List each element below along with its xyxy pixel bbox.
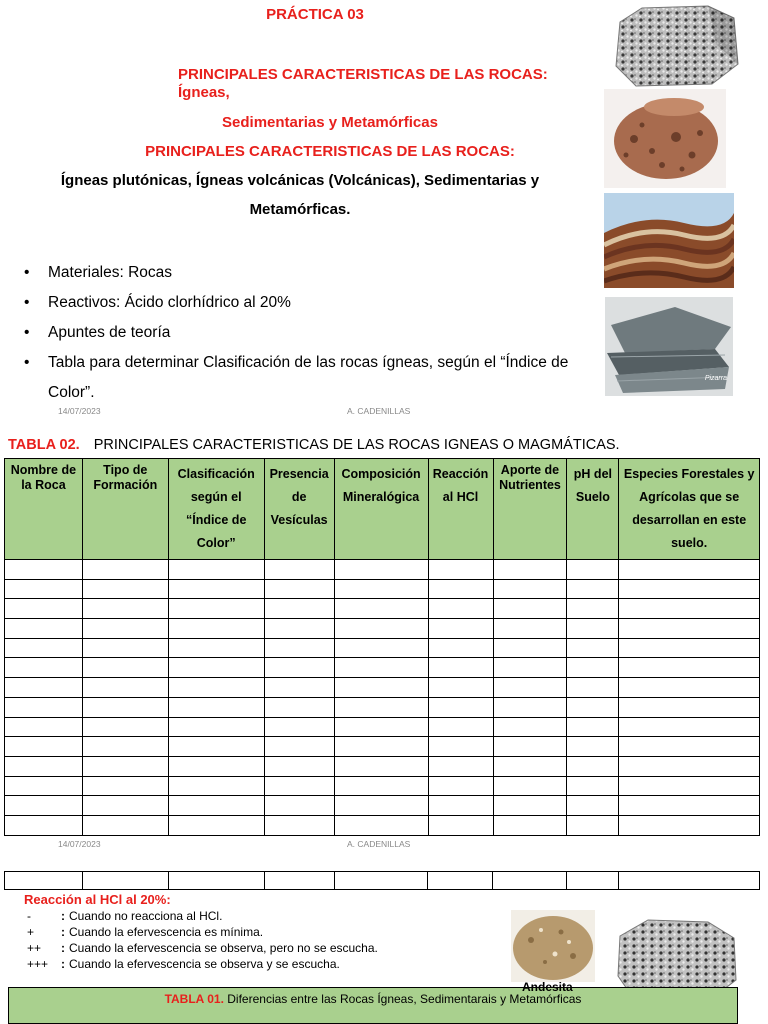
table-cell[interactable]	[264, 796, 334, 816]
table-cell[interactable]	[5, 796, 83, 816]
table-cell[interactable]	[567, 560, 619, 580]
table-cell[interactable]	[5, 619, 83, 639]
footer-author: A. CADENILLAS	[347, 839, 411, 849]
table-cell[interactable]	[5, 776, 83, 796]
table-cell[interactable]	[5, 717, 83, 737]
table-cell[interactable]	[82, 619, 168, 639]
table-cell[interactable]	[82, 756, 168, 776]
table-cell[interactable]	[82, 872, 168, 890]
table-cell[interactable]	[168, 658, 264, 678]
table-cell[interactable]	[168, 756, 264, 776]
table-cell[interactable]	[493, 619, 567, 639]
main-title-line1: PRINCIPALES CARACTERISTICAS DE LAS ROCAS:	[178, 66, 548, 83]
table-cell[interactable]	[619, 619, 760, 639]
table-cell[interactable]	[168, 678, 264, 698]
table-cell[interactable]	[264, 756, 334, 776]
table-cell[interactable]	[428, 796, 493, 816]
table-cell[interactable]	[264, 560, 334, 580]
table01-title: Diferencias entre las Rocas Ígneas, Sedimentarais y Metamórficas	[227, 992, 582, 1006]
table-cell[interactable]	[334, 599, 428, 619]
list-item: + : Cuando la efervescencia es mínima.	[27, 925, 264, 939]
table-cell[interactable]	[567, 658, 619, 678]
andesite-photo	[511, 910, 595, 982]
table-cell[interactable]	[82, 717, 168, 737]
table-cell[interactable]	[5, 560, 83, 580]
table-cell[interactable]	[5, 678, 83, 698]
table-cell[interactable]	[168, 872, 264, 890]
slate-label: Pizarra	[704, 375, 727, 382]
table-cell[interactable]	[567, 796, 619, 816]
table-cell[interactable]	[334, 678, 428, 698]
table-cell[interactable]	[567, 717, 619, 737]
col-header: Composición Mineralógica	[334, 459, 428, 560]
table-cell[interactable]	[567, 737, 619, 757]
table-cell[interactable]	[5, 599, 83, 619]
table-cell[interactable]	[493, 872, 567, 890]
table-cell[interactable]	[619, 796, 760, 816]
table-cell[interactable]	[334, 619, 428, 639]
table-row	[5, 619, 760, 639]
table-cell[interactable]	[334, 756, 428, 776]
table-cell[interactable]	[567, 599, 619, 619]
table-cell[interactable]	[493, 796, 567, 816]
table-cell[interactable]	[5, 872, 83, 890]
table-cell[interactable]	[168, 599, 264, 619]
table-cell[interactable]	[82, 658, 168, 678]
table-cell[interactable]	[5, 638, 83, 658]
list-item: • Tabla para determinar Clasificación de las rocas ígneas, según el “Índice de Color”.	[22, 348, 602, 408]
table-cell[interactable]	[168, 619, 264, 639]
table-cell[interactable]	[334, 737, 428, 757]
table-row	[5, 560, 760, 580]
table-cell[interactable]	[428, 737, 493, 757]
table-row	[5, 658, 760, 678]
table-cell[interactable]	[334, 658, 428, 678]
table-row	[5, 796, 760, 816]
subtitle: Sedimentarias y Metamórficas	[222, 114, 438, 131]
table-cell[interactable]	[264, 658, 334, 678]
table-cell[interactable]	[428, 579, 493, 599]
table-cell[interactable]	[493, 737, 567, 757]
rock-types-line1: Ígneas plutónicas, Ígneas volcánicas (Volcánicas), Sedimentarias y	[60, 172, 540, 189]
list-item: • Materiales: Rocas	[22, 258, 602, 288]
table-cell[interactable]	[567, 619, 619, 639]
table-cell[interactable]	[428, 599, 493, 619]
col-header: Reacción al HCl	[428, 459, 493, 560]
table-cell[interactable]	[264, 776, 334, 796]
table-cell[interactable]	[619, 872, 760, 890]
table-cell[interactable]	[619, 776, 760, 796]
hcl-legend	[27, 908, 378, 972]
table-cell[interactable]	[493, 776, 567, 796]
table-cell[interactable]	[493, 658, 567, 678]
footer-date: 14/07/2023	[58, 839, 101, 849]
footer-author: A. CADENILLAS	[347, 406, 411, 416]
table-cell[interactable]	[264, 638, 334, 658]
table-cell[interactable]	[5, 815, 83, 835]
table-cell[interactable]	[619, 560, 760, 580]
table-row	[5, 717, 760, 737]
main-title-repeat: PRINCIPALES CARACTERISTICAS DE LAS ROCAS:	[145, 143, 515, 160]
rock-types-line2: Metamórficas.	[249, 201, 351, 218]
pumice-photo	[604, 89, 726, 188]
table-row	[5, 872, 760, 890]
table-cell[interactable]	[619, 697, 760, 717]
table-cell[interactable]	[264, 717, 334, 737]
table-header-row	[5, 459, 760, 560]
table-row	[5, 579, 760, 599]
col-header: Especies Forestales y Agrícolas que se desarrollan en este suelo.	[619, 459, 760, 560]
table-cell[interactable]	[567, 579, 619, 599]
table-cell[interactable]	[428, 658, 493, 678]
table-cell[interactable]	[567, 776, 619, 796]
table-cell[interactable]	[619, 717, 760, 737]
table-cell[interactable]	[82, 579, 168, 599]
table-cell[interactable]	[264, 599, 334, 619]
table-row	[5, 756, 760, 776]
col-header: Tipo de Formación	[82, 459, 168, 560]
table02-heading	[8, 437, 620, 453]
table-cell[interactable]	[82, 638, 168, 658]
table-cell[interactable]	[334, 697, 428, 717]
table-cell[interactable]	[428, 697, 493, 717]
sedimentary-photo	[604, 193, 734, 288]
table-cell[interactable]	[264, 872, 334, 890]
col-header: Nombre de la Roca	[5, 459, 83, 560]
table-cell[interactable]	[168, 815, 264, 835]
table-cell[interactable]	[619, 658, 760, 678]
main-title-line2: Ígneas,	[178, 84, 230, 101]
slate-photo	[605, 297, 733, 396]
table-cell[interactable]	[428, 717, 493, 737]
table01-heading	[8, 987, 738, 1024]
table-cell[interactable]	[619, 815, 760, 835]
table02-label: TABLA 02.	[8, 437, 80, 453]
hcl-legend-title: Reacción al HCl al 20%:	[24, 892, 171, 907]
table01-label: TABLA 01.	[164, 992, 224, 1006]
col-header: Aporte de Nutrientes	[493, 459, 567, 560]
table-continuation-row	[4, 871, 760, 890]
table-cell[interactable]	[619, 579, 760, 599]
list-item: +++ : Cuando la efervescencia se observa y se escucha.	[27, 957, 340, 971]
table-cell[interactable]	[493, 815, 567, 835]
table-cell[interactable]	[428, 756, 493, 776]
granite-photo	[612, 4, 740, 88]
table-cell[interactable]	[82, 697, 168, 717]
table-cell[interactable]	[428, 815, 493, 835]
table-cell[interactable]	[264, 619, 334, 639]
table-cell[interactable]	[567, 815, 619, 835]
table-row	[5, 678, 760, 698]
col-header: pH del Suelo	[567, 459, 619, 560]
legend-text: Cuando la efervescencia es mínima.	[69, 925, 264, 939]
table-cell[interactable]	[334, 638, 428, 658]
table02-title: PRINCIPALES CARACTERISTICAS DE LAS ROCAS IGNEAS O MAGMÁTICAS.	[93, 437, 620, 453]
table-cell[interactable]	[619, 737, 760, 757]
table-cell[interactable]	[82, 796, 168, 816]
legend-symbol: ++	[27, 941, 42, 955]
table-row	[5, 599, 760, 619]
list-item: • Reactivos: Ácido clorhídrico al 20%	[22, 288, 602, 318]
table-cell[interactable]	[567, 872, 619, 890]
table-cell[interactable]	[5, 756, 83, 776]
table-cell[interactable]	[567, 756, 619, 776]
table-cell[interactable]	[428, 776, 493, 796]
table-row	[5, 697, 760, 717]
list-item: ++ : Cuando la efervescencia se observa, pero no se escucha.	[27, 941, 378, 955]
table-cell[interactable]	[567, 638, 619, 658]
table-cell[interactable]	[82, 678, 168, 698]
table-cell[interactable]	[493, 560, 567, 580]
table-cell[interactable]	[619, 638, 760, 658]
igneous-rock-table	[4, 458, 760, 836]
table-cell[interactable]	[493, 579, 567, 599]
table-cell[interactable]	[82, 737, 168, 757]
table-cell[interactable]	[264, 815, 334, 835]
table-cell[interactable]	[428, 619, 493, 639]
table-cell[interactable]	[334, 717, 428, 737]
table-cell[interactable]	[428, 560, 493, 580]
table-row	[5, 776, 760, 796]
table-cell[interactable]	[428, 872, 493, 890]
andesite-label: Andesita	[522, 980, 573, 994]
practice-title: PRÁCTICA 03	[266, 6, 364, 23]
table-cell[interactable]	[5, 697, 83, 717]
col-header: Presencia de Vesículas	[264, 459, 334, 560]
table-cell[interactable]	[334, 796, 428, 816]
table-cell[interactable]	[264, 737, 334, 757]
list-item: • Apuntes de teoría	[22, 318, 602, 348]
table-cell[interactable]	[264, 697, 334, 717]
table-cell[interactable]	[168, 737, 264, 757]
table-cell[interactable]	[334, 579, 428, 599]
legend-symbol: -	[27, 909, 31, 923]
table-cell[interactable]	[334, 815, 428, 835]
legend-text: Cuando la efervescencia se observa y se escucha.	[69, 957, 340, 971]
table-cell[interactable]	[82, 599, 168, 619]
table-cell[interactable]	[493, 697, 567, 717]
materials-list	[22, 258, 602, 408]
table-row	[5, 638, 760, 658]
legend-symbol: +	[27, 925, 35, 939]
table-cell[interactable]	[168, 579, 264, 599]
list-item: - : Cuando no reacciona al HCl.	[27, 909, 223, 923]
table-cell[interactable]	[82, 560, 168, 580]
table-cell[interactable]	[493, 638, 567, 658]
table-cell[interactable]	[334, 560, 428, 580]
footer-date: 14/07/2023	[58, 406, 101, 416]
legend-text: Cuando la efervescencia se observa, pero no se escucha.	[69, 941, 378, 955]
table-cell[interactable]	[428, 638, 493, 658]
table-cell[interactable]	[5, 737, 83, 757]
legend-symbol: +++	[27, 957, 49, 971]
table-cell[interactable]	[168, 697, 264, 717]
table-cell[interactable]	[428, 678, 493, 698]
table-cell[interactable]	[334, 776, 428, 796]
legend-text: Cuando no reacciona al HCl.	[69, 909, 223, 923]
table-cell[interactable]	[493, 717, 567, 737]
main-title	[178, 66, 548, 102]
table-cell[interactable]	[619, 756, 760, 776]
table-cell[interactable]	[168, 796, 264, 816]
table-cell[interactable]	[168, 638, 264, 658]
table-cell[interactable]	[493, 678, 567, 698]
table-cell[interactable]	[334, 872, 428, 890]
table-cell[interactable]	[493, 756, 567, 776]
col-header: Clasificación según el “Índice de Color”	[168, 459, 264, 560]
table-cell[interactable]	[493, 599, 567, 619]
table-row	[5, 815, 760, 835]
table-cell[interactable]	[168, 717, 264, 737]
table-cell[interactable]	[5, 658, 83, 678]
table-cell[interactable]	[168, 560, 264, 580]
table-cell[interactable]	[5, 579, 83, 599]
table-cell[interactable]	[264, 678, 334, 698]
table-cell[interactable]	[168, 776, 264, 796]
table-cell[interactable]	[619, 599, 760, 619]
table-cell[interactable]	[82, 776, 168, 796]
table-row	[5, 737, 760, 757]
table-cell[interactable]	[567, 678, 619, 698]
table-cell[interactable]	[619, 678, 760, 698]
table-cell[interactable]	[567, 697, 619, 717]
table-cell[interactable]	[264, 579, 334, 599]
table-cell[interactable]	[82, 815, 168, 835]
